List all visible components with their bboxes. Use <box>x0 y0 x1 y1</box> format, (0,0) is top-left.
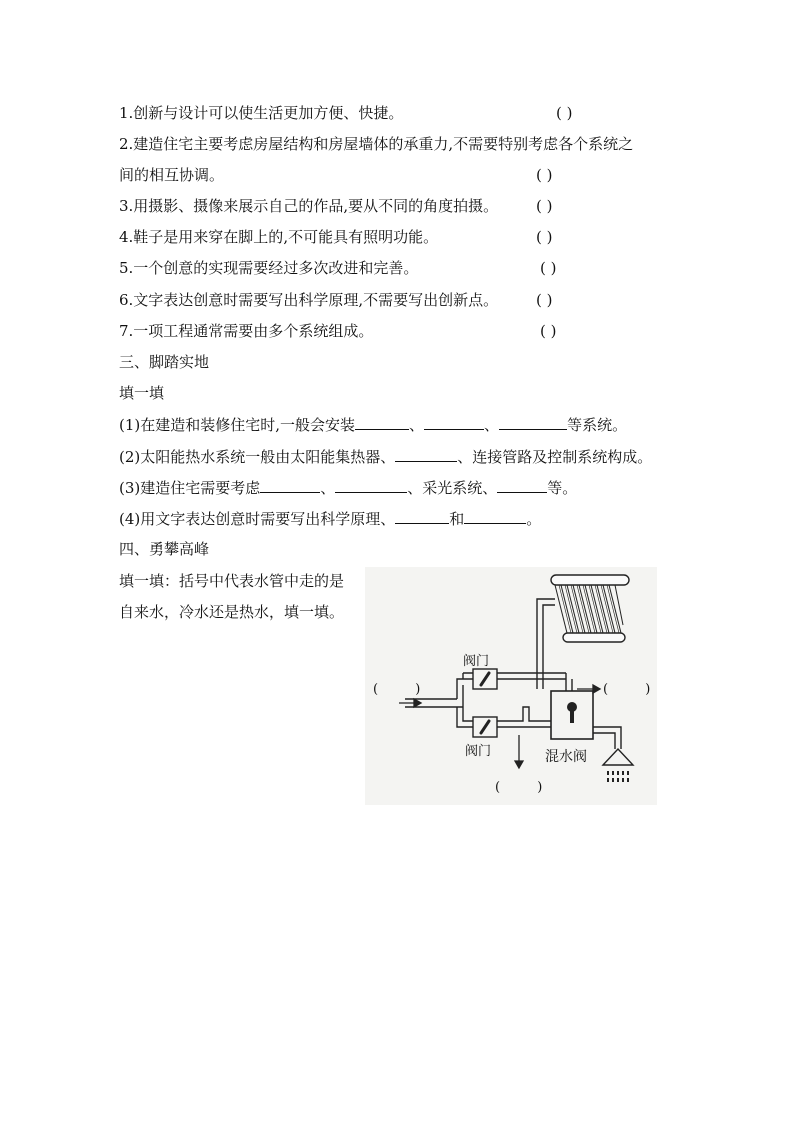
q1-sep-2: 、 <box>484 416 500 434</box>
section3-heading: 三、脚踏实地 <box>119 353 210 371</box>
answer-paren-6[interactable]: ( ) <box>536 291 553 309</box>
judge-item-3: 3.用摄影、摄像来展示自己的作品,要从不同的角度拍摄。 <box>119 197 499 215</box>
fill-blank[interactable] <box>497 477 547 493</box>
q3-text-a: (3)建造住宅需要考虑 <box>119 479 261 497</box>
answer-paren-3[interactable]: ( ) <box>536 197 553 215</box>
answer-paren-left[interactable]: ( ) <box>373 682 421 697</box>
fill-blank[interactable] <box>499 414 567 430</box>
judge-item-7: 7.一项工程通常需要由多个系统组成。 <box>119 322 374 340</box>
valve-bottom-icon <box>473 717 497 737</box>
q3-text-b: 、采光系统、 <box>407 479 498 497</box>
q4-text-a: (4)用文字表达创意时需要写出科学原理、 <box>119 510 396 528</box>
answer-paren-bottom[interactable]: ( ) <box>495 780 543 795</box>
q1-sep-1: 、 <box>409 416 425 434</box>
q4-text-b: 和 <box>449 510 465 528</box>
judge-item-1: 1.创新与设计可以使生活更加方便、快捷。 <box>119 104 404 122</box>
water-system-diagram <box>365 567 657 805</box>
fill-question-1 <box>119 414 627 435</box>
fill-question-4 <box>119 508 541 529</box>
section4-heading: 四、勇攀高峰 <box>119 540 210 558</box>
valve-top-icon <box>473 669 497 689</box>
q4-text-c: 。 <box>526 510 542 528</box>
valve-top-label: 阀门 <box>463 654 490 669</box>
q2-text-b: 、连接管路及控制系统构成。 <box>457 448 653 466</box>
fill-blank[interactable] <box>395 446 457 462</box>
q1-text-b: 等系统。 <box>567 416 628 434</box>
answer-paren-2[interactable]: ( ) <box>536 166 553 184</box>
judge-item-2-cont: 间的相互协调。 <box>119 166 225 184</box>
fill-blank[interactable] <box>260 477 320 493</box>
mixer-valve-icon <box>551 691 593 739</box>
fill-blank[interactable] <box>335 477 407 493</box>
fill-blank[interactable] <box>464 508 526 524</box>
mixer-label: 混水阀 <box>545 749 587 765</box>
judge-item-5: 5.一个创意的实现需要经过多次改进和完善。 <box>119 259 419 277</box>
fill-blank[interactable] <box>395 508 449 524</box>
valve-bottom-label: 阀门 <box>465 744 492 759</box>
fill-blank[interactable] <box>355 414 409 430</box>
fill-question-3 <box>119 477 577 498</box>
judge-item-4: 4.鞋子是用来穿在脚上的,不可能具有照明功能。 <box>119 228 439 246</box>
judge-item-2: 2.建造住宅主要考虑房屋结构和房屋墙体的承重力,不需要特别考虑各个系统之 <box>119 135 634 153</box>
q3-text-c: 等。 <box>547 479 578 497</box>
answer-paren-1[interactable]: ( ) <box>556 104 573 122</box>
answer-paren-4[interactable]: ( ) <box>536 228 553 246</box>
section4-instruction: 填一填：括号中代表水管中走的是自来水，冷水还是热水，填一填。 <box>119 572 345 621</box>
fill-question-2 <box>119 446 652 467</box>
section3-subheading: 填一填 <box>119 384 165 402</box>
answer-paren-right[interactable]: ( ) <box>603 682 651 697</box>
fill-blank[interactable] <box>424 414 484 430</box>
answer-paren-7[interactable]: ( ) <box>540 322 557 340</box>
answer-paren-5[interactable]: ( ) <box>540 259 557 277</box>
q3-sep: 、 <box>320 479 336 497</box>
q1-text-a: (1)在建造和装修住宅时,一般会安装 <box>119 416 356 434</box>
q2-text-a: (2)太阳能热水系统一般由太阳能集热器、 <box>119 448 396 466</box>
judge-item-6: 6.文字表达创意时需要写出科学原理,不需要写出创新点。 <box>119 291 499 309</box>
